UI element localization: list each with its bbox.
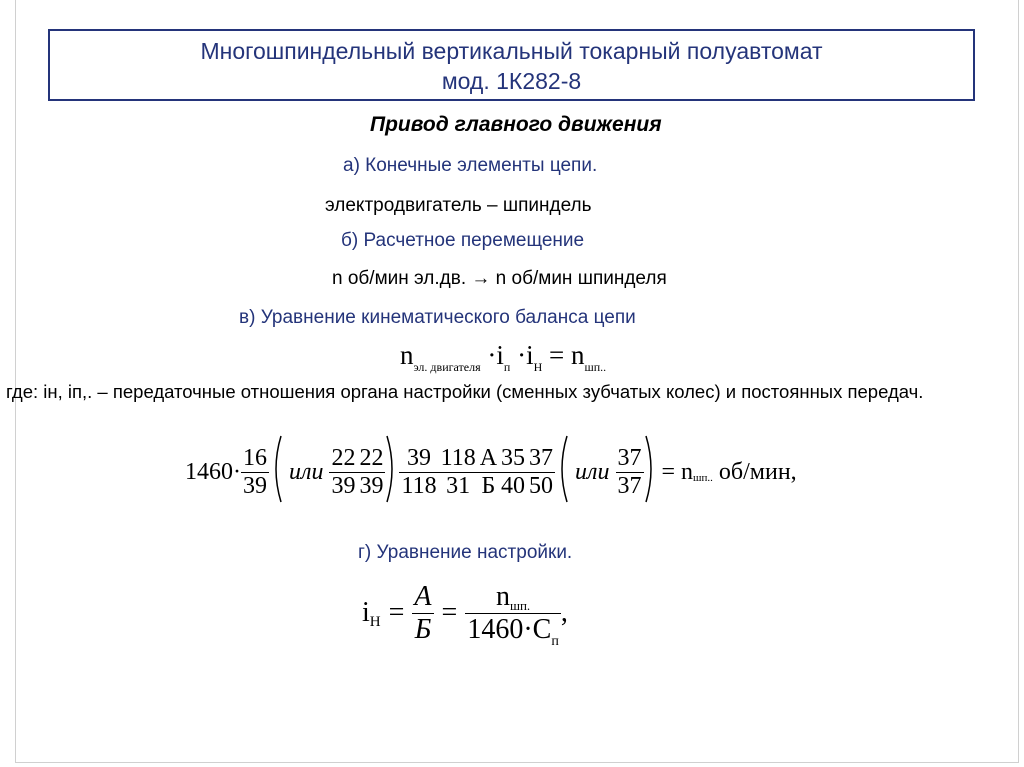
section-v-label: в) Уравнение кинематического баланса цепи bbox=[239, 307, 636, 328]
eq2-fraction: $\frac{А}{Б}$ bbox=[479, 444, 498, 499]
eq3-fraction-ab: $\frac{А}{Б}$ bbox=[414, 580, 432, 645]
eq1-n-spindle-sub: шп.. bbox=[584, 360, 607, 374]
eq2-fraction: $\frac{22}{39}$ bbox=[331, 444, 356, 499]
eq2-or: или bbox=[289, 458, 324, 485]
left-paren bbox=[555, 434, 569, 511]
eq2-fraction: $\frac{118}{31}$ bbox=[440, 444, 476, 499]
eq1-dot: · bbox=[487, 340, 497, 370]
right-paren bbox=[385, 434, 399, 511]
eq1-i-n: i bbox=[526, 340, 534, 370]
gear-train-equation bbox=[185, 432, 797, 512]
eq3-equals: = bbox=[441, 597, 458, 628]
tuning-equation bbox=[362, 572, 568, 654]
eq2-fraction: $\frac{22}{39}$ bbox=[359, 444, 384, 499]
left-paren bbox=[269, 434, 283, 511]
eq1-i-p-sub: п bbox=[503, 360, 511, 374]
eq2-unit: об/мин, bbox=[712, 458, 797, 485]
section-g-label: г) Уравнение настройки. bbox=[358, 542, 573, 563]
eq2-fraction: $\frac{35}{40}$ bbox=[501, 444, 526, 499]
right-paren bbox=[644, 434, 658, 511]
eq2-fraction: $\frac{39}{118}$ bbox=[401, 444, 437, 499]
eq3-equals: = bbox=[388, 597, 405, 628]
section-a-label: а) Конечные элементы цепи. bbox=[343, 155, 598, 176]
eq1-n-sub: эл. двигателя bbox=[413, 360, 481, 374]
eq3-i-sub: Н bbox=[369, 613, 381, 630]
where-explanation: где: iн, iп,. – передаточные отношения органа настройки (сменных зубчатых колес) и постоянных передач. bbox=[6, 381, 924, 402]
eq2-motor-speed: 1460· bbox=[185, 458, 241, 485]
section-heading: Привод главного движения bbox=[370, 113, 662, 136]
eq2-or: или bbox=[575, 458, 610, 485]
eq3-comma: , bbox=[560, 597, 568, 628]
eq1-i-n-sub: Н bbox=[533, 360, 543, 374]
eq2-fraction: $\frac{37}{37}$ bbox=[617, 444, 642, 499]
eq2-equals-n: = n bbox=[661, 458, 694, 485]
eq2-fraction: $\frac{16}{39}$ bbox=[243, 444, 267, 499]
eq1-equals: = bbox=[549, 340, 565, 370]
eq1-i-p: i bbox=[496, 340, 504, 370]
eq1-dot: · bbox=[517, 340, 527, 370]
movement-text: n об/мин эл.дв. → n об/мин шпинделя bbox=[332, 268, 667, 289]
eq3-i: i bbox=[362, 597, 370, 628]
eq3-fraction-speed: $\frac{\text{nшп.}}{1460\cdot C_п}$ bbox=[467, 580, 559, 649]
section-b-label: б) Расчетное перемещение bbox=[341, 230, 585, 251]
title-line-2: мод. 1К282-8 bbox=[441, 68, 582, 94]
eq1-n-spindle: n bbox=[571, 340, 585, 370]
eq2-fraction: $\frac{37}{50}$ bbox=[529, 444, 554, 499]
chain-ends-text: электродвигатель – шпиндель bbox=[325, 195, 592, 216]
slide-title bbox=[48, 29, 975, 101]
eq2-n-sub: шп.. bbox=[693, 472, 713, 484]
title-line-1: Многошпиндельный вертикальный токарный полуавтомат bbox=[200, 38, 823, 64]
kinematic-balance-equation bbox=[400, 340, 607, 374]
eq1-n: n bbox=[400, 340, 414, 370]
